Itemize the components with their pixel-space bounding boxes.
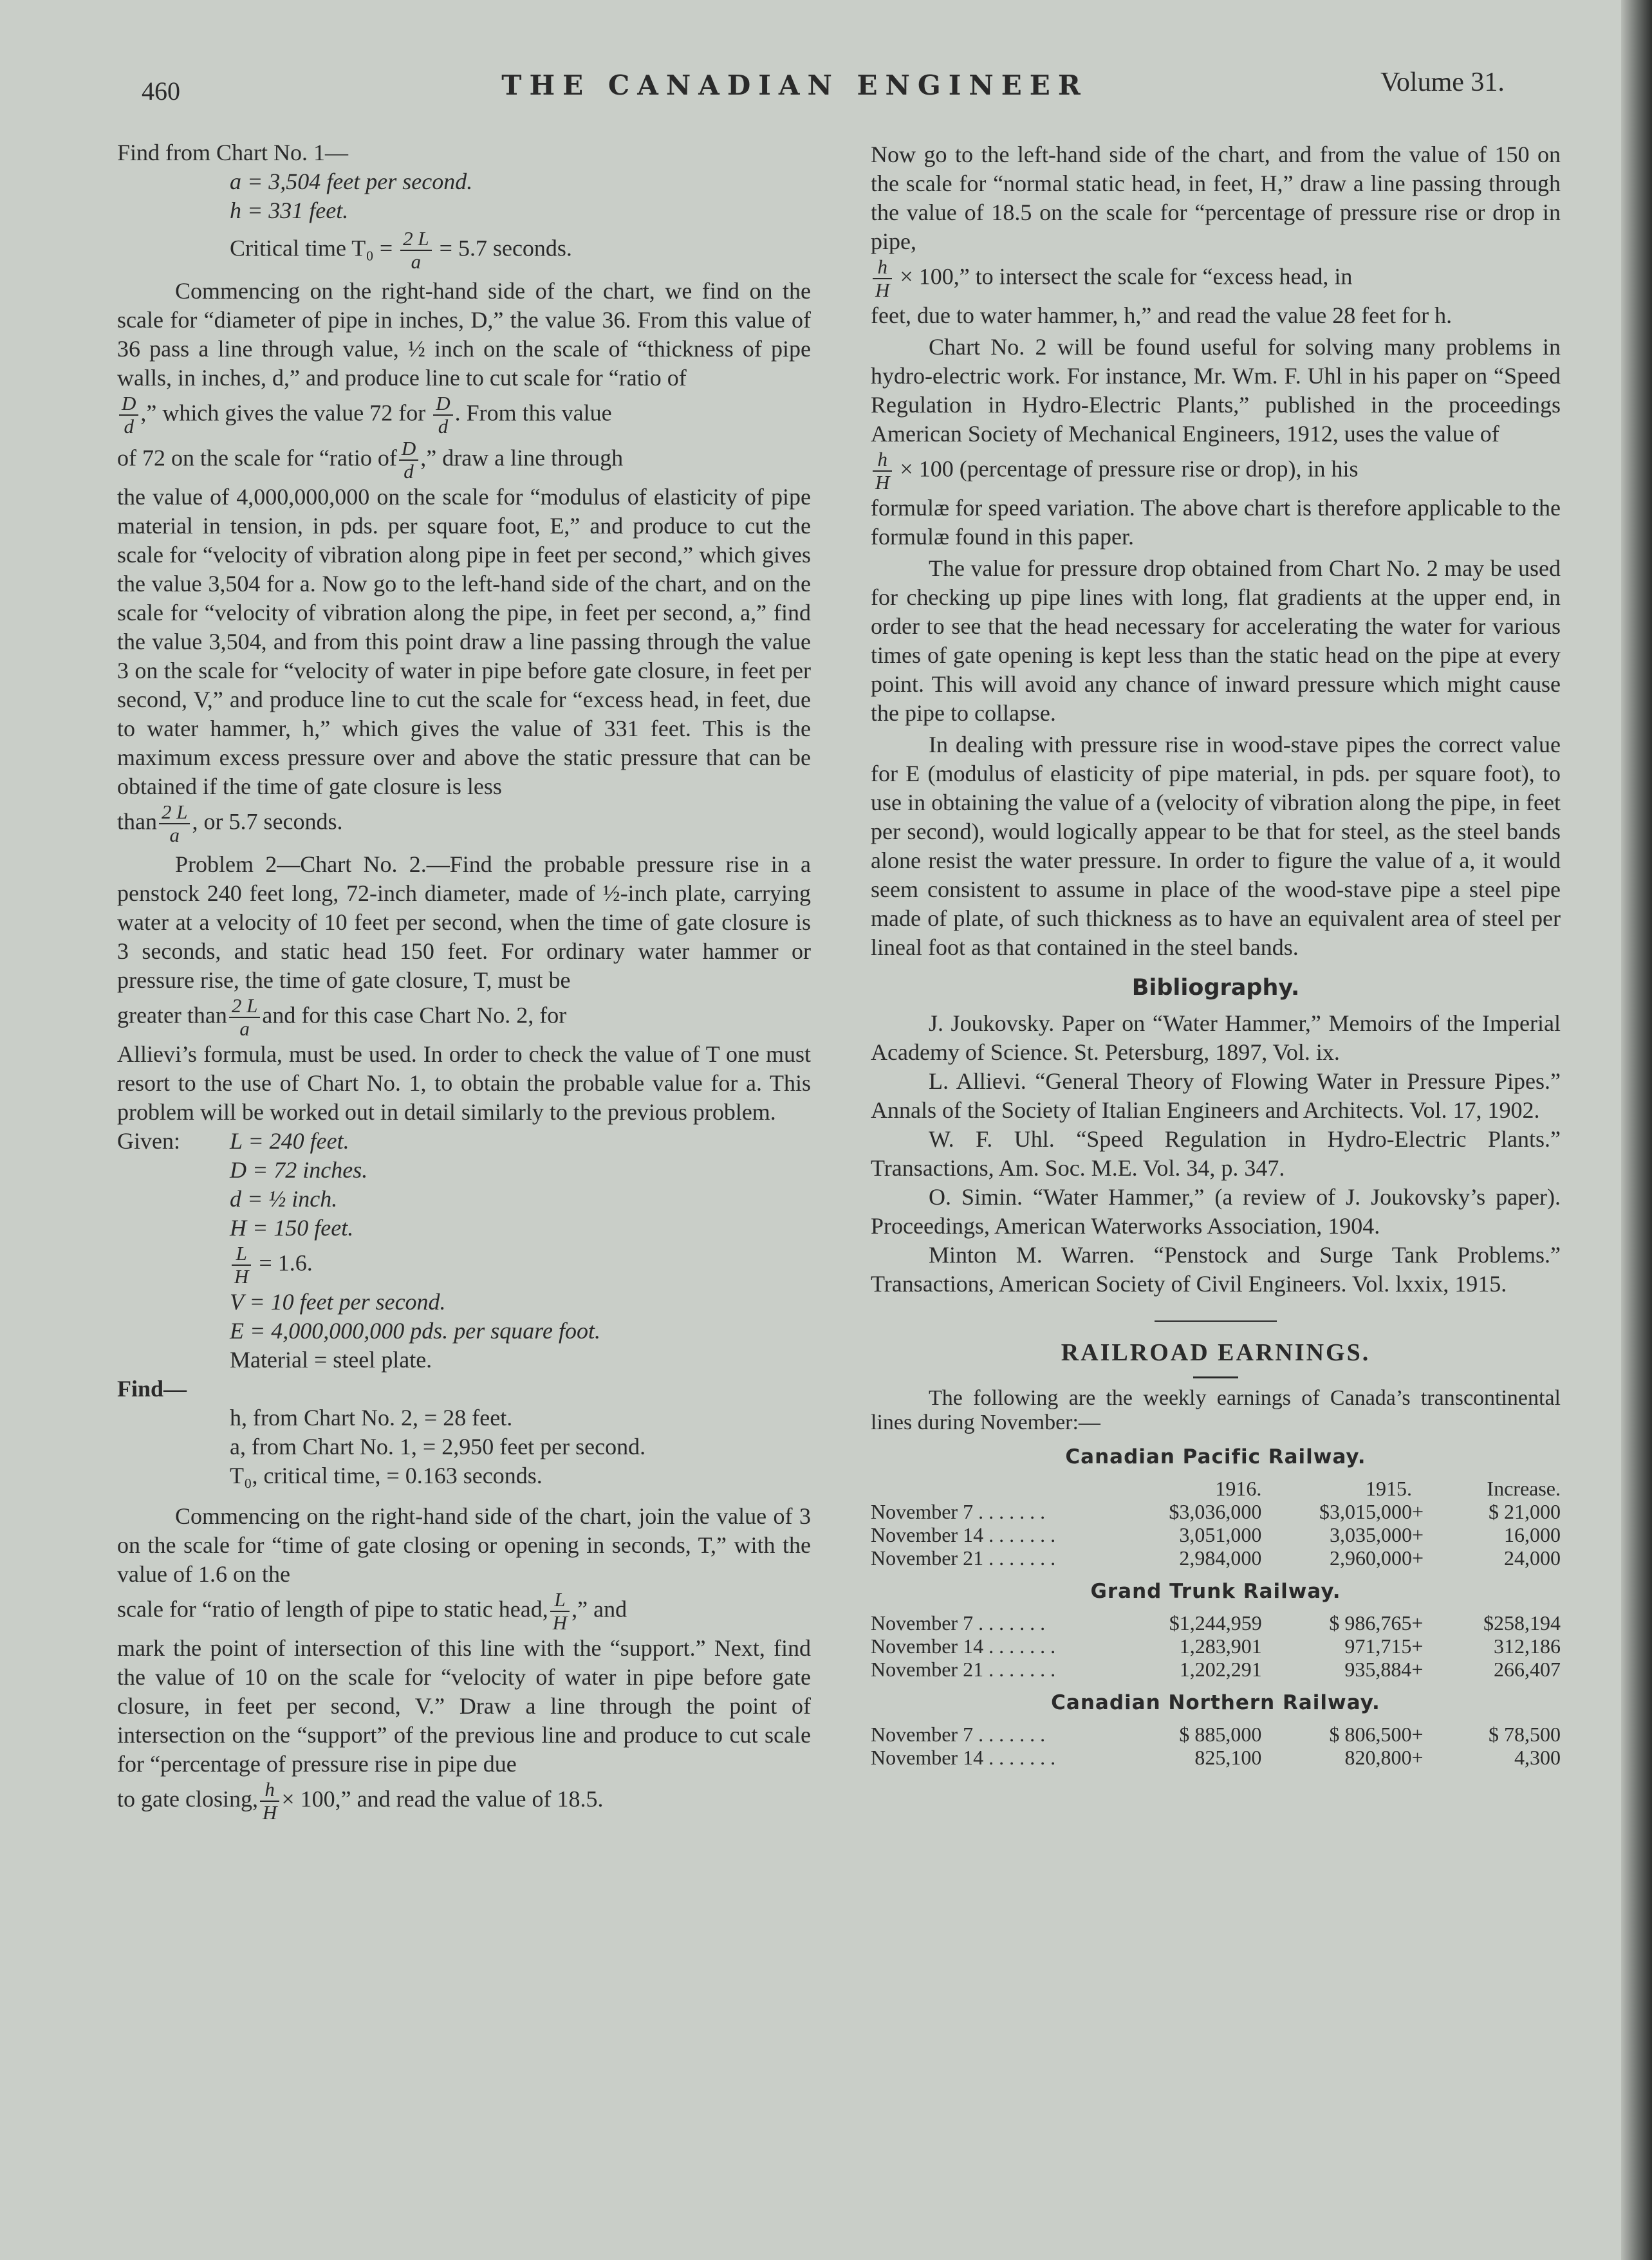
paragraph-3a: Commencing on the right-hand side of the chart, join the value of 3 on the scale for “time of gate closing or opening in seconds, T,” with the value of 1.6 on the [117, 1503, 811, 1587]
right-paragraph-2c: formulæ for speed variation. The above chart is therefore applicable to the formulæ found in this paper. [871, 495, 1561, 550]
p1c-end: ,” draw a line through [420, 445, 624, 471]
p3d-start: to gate closing, [117, 1786, 258, 1812]
fraction-d-over-d-2 [433, 393, 452, 438]
frac-num: 2 L [229, 995, 261, 1018]
p2b-end: and for this case Chart No. 2, for [262, 1002, 567, 1028]
p1b-end: . From this value [454, 400, 612, 426]
frac-den: a [411, 250, 422, 273]
table-row [871, 1658, 1561, 1681]
row-sign: + [1411, 1658, 1424, 1681]
find1-title: Find from Chart No. 1— [117, 140, 348, 165]
paragraph-2b [117, 995, 811, 1040]
row-1916: $ 885,000 [1179, 1723, 1262, 1746]
fraction-l-over-h-2 [550, 1589, 570, 1634]
fraction-d-over-d [119, 393, 138, 438]
row-sign: + [1411, 1546, 1424, 1570]
given-block [117, 1127, 811, 1375]
given-item: D = 72 inches. [230, 1157, 368, 1183]
paragraph-2a: Problem 2—Chart No. 2.—Find the probable pressure rise in a penstock 240 feet long, 72-inch diameter, made of ½-inch plate, carrying water at a velocity of 10 feet per second, when the time of gate closure is 3 seconds, and static head 150 feet. For ordinary water hammer or pressure rise, the time of gate closure, T, must be [117, 851, 811, 993]
row-1915: 971,715 [1344, 1635, 1412, 1658]
bibliography-entry: O. Simin. “Water Hammer,” (a review of J. Joukovsky’s paper). Proceedings, American Waterworks Association, 1904. [871, 1184, 1561, 1239]
table-row [871, 1746, 1561, 1769]
p3d-end: × 100,” and read the value of 18.5. [281, 1786, 604, 1812]
company-title: Grand Trunk Railway. [1090, 1580, 1341, 1603]
find1-h: h = 331 feet. [230, 198, 349, 223]
company-title: Canadian Northern Railway. [1051, 1691, 1380, 1714]
find2-item: h, from Chart No. 2, = 28 feet. [230, 1405, 513, 1431]
company-title: Canadian Pacific Railway. [1065, 1445, 1366, 1468]
given-item: d = ½ inch. [230, 1186, 338, 1212]
given-list [230, 1127, 600, 1375]
earnings-table-cpr [871, 1477, 1561, 1570]
frac-num: D [119, 393, 138, 416]
frac-num: 2 L [400, 228, 432, 251]
header-1916: 1916. [1215, 1477, 1262, 1500]
frac-den: H [234, 1265, 249, 1288]
right-paragraph-2b [871, 449, 1561, 494]
row-increase: 24,000 [1504, 1546, 1561, 1570]
fraction-2l-over-a-2 [159, 801, 190, 846]
paragraph-3d [117, 1779, 811, 1824]
title-underline [1193, 1376, 1238, 1378]
row-month: November 7 . . . . . . . [871, 1500, 1046, 1523]
left-column [117, 138, 811, 1824]
find2-title: Find— [117, 1376, 187, 1402]
frac-num: L [550, 1589, 570, 1612]
find1-a: a = 3,504 feet per second. [230, 169, 473, 194]
page-header [0, 64, 1590, 109]
frac-num: h [260, 1779, 279, 1802]
p3b-end: ,” and [571, 1596, 627, 1622]
row-month: November 14 . . . . . . . [871, 1635, 1056, 1658]
row-month: November 7 . . . . . . . [871, 1723, 1046, 1746]
row-1916: 825,100 [1194, 1746, 1262, 1769]
given-ratio-value: = 1.6. [259, 1250, 313, 1276]
earnings-table-gtr [871, 1611, 1561, 1681]
frac-num: D [433, 393, 452, 416]
journal-title: THE CANADIAN ENGINEER [501, 69, 1088, 101]
paragraph-3b [117, 1589, 811, 1634]
row-sign: + [1411, 1635, 1424, 1658]
row-1916: 1,283,901 [1179, 1635, 1262, 1658]
table-header-row [871, 1477, 1561, 1500]
table-row [871, 1500, 1561, 1523]
p1e-end: , or 5.7 seconds. [192, 808, 343, 835]
frac-num: h [873, 449, 892, 472]
fraction-h-over-h [260, 1779, 279, 1824]
book-spine-shadow [1621, 0, 1652, 2260]
given-label: Given: [117, 1128, 180, 1154]
p2b-start: greater than [117, 1002, 227, 1028]
row-month: November 14 . . . . . . . [871, 1746, 1056, 1769]
earnings-table-cnr [871, 1723, 1561, 1769]
row-increase: $ 78,500 [1489, 1723, 1561, 1746]
row-increase: $258,194 [1483, 1611, 1561, 1635]
frac-num: D [399, 438, 418, 461]
frac-den: d [124, 415, 134, 438]
table-row [871, 1546, 1561, 1570]
given-item: H = 150 feet. [230, 1215, 354, 1241]
p1c-start: of 72 on the scale for “ratio of [117, 445, 397, 471]
critical-time [117, 228, 811, 273]
fraction-h-over-h-2 [873, 256, 892, 301]
row-increase: $ 21,000 [1489, 1500, 1561, 1523]
p3b-start: scale for “ratio of length of pipe to static head, [117, 1596, 548, 1622]
bibliography-entry: W. F. Uhl. “Speed Regulation in Hydro-Electric Plants.” Transactions, Am. Soc. M.E. Vol. 34, p. 347. [871, 1126, 1561, 1181]
paragraph-1b [117, 393, 811, 438]
header-increase: Increase. [1487, 1477, 1561, 1500]
paragraph-3c: mark the point of intersection of this line with the “support.” Next, find the value of 10 on the scale for “velocity of water in pipe before gate closure, in feet per second, V.” Draw a line through the point of intersection on the “support” of the previous line and produce to cut scale for “percentage of pressure rise in pipe due [117, 1635, 811, 1777]
bibliography-entry: L. Allievi. “General Theory of Flowing Water in Pressure Pipes.” Annals of the Society of Italian Engineers and Architects. Vol. 17, 1902. [871, 1068, 1561, 1123]
given-item: Material = steel plate. [230, 1347, 432, 1373]
frac-den: H [875, 279, 890, 301]
row-month: November 21 . . . . . . . [871, 1658, 1056, 1681]
row-month: November 7 . . . . . . . [871, 1611, 1046, 1635]
row-increase: 312,186 [1494, 1635, 1561, 1658]
r2b-end: × 100 (percentage of pressure rise or drop), in his [900, 456, 1359, 482]
right-paragraph-1b [871, 256, 1561, 301]
fraction-h-over-h-3 [873, 449, 892, 494]
row-increase: 4,300 [1514, 1746, 1561, 1769]
row-1915: 820,800 [1344, 1746, 1412, 1769]
table-row [871, 1611, 1561, 1635]
frac-den: a [239, 1017, 250, 1040]
row-sign: + [1411, 1500, 1424, 1523]
frac-den: H [875, 471, 890, 494]
row-1916: $1,244,959 [1169, 1611, 1262, 1635]
frac-den: H [552, 1611, 568, 1634]
fraction-l-over-h [232, 1243, 251, 1288]
table-row [871, 1635, 1561, 1658]
section-divider [1155, 1320, 1277, 1322]
row-1916: 2,984,000 [1179, 1546, 1262, 1570]
row-sign: + [1411, 1746, 1424, 1769]
page-number: 460 [142, 77, 180, 106]
bibliography-entry: Minton M. Warren. “Penstock and Surge Tank Problems.” Transactions, American Society of Civil Engineers. Vol. lxxix, 1915. [871, 1242, 1561, 1297]
row-sign: + [1411, 1723, 1424, 1746]
right-paragraph-1a: Now go to the left-hand side of the chart, and from the value of 150 on the scale for “normal static head, in feet, H,” draw a line passing through the value of 18.5 on the scale for “percentage of pressure rise or drop in pipe, [871, 142, 1561, 254]
paragraph-1d: the value of 4,000,000,000 on the scale for “modulus of elasticity of pipe material in tension, in pds. per square foot, E,” and produce to cut the scale for “velocity of vibration along pipe in feet per second,” which gives the value 3,504 for a. Now go to the left-hand side of the chart, and on the scale for “velocity of vibration along the pipe, in feet per second, a,” find the value 3,504, and from this point draw a line passing through the value 3 on the scale for “velocity of water in pipe before gate closure, in feet per second, V,” and produce line to cut the scale for “excess head, in feet, due to water hammer, h,” which gives the value of 331 feet. This is the maximum excess pressure over and above the static pressure that can be obtained if the time of gate closure is less [117, 484, 811, 799]
paragraph-1a: Commencing on the right-hand side of the chart, we find on the scale for “diameter of pipe in inches, D,” the value 36. From this value of 36 pass a line through value, ½ inch on the scale of “thickness of pipe walls, in inches, d,” and produce line to cut scale for “ratio of [117, 278, 811, 391]
row-1916: $3,036,000 [1169, 1500, 1262, 1523]
row-month: November 14 . . . . . . . [871, 1523, 1056, 1546]
table-row [871, 1523, 1561, 1546]
row-increase: 266,407 [1494, 1658, 1561, 1681]
given-item: L = 240 feet. [230, 1128, 349, 1154]
frac-den: d [404, 460, 414, 483]
given-ratio [230, 1243, 600, 1288]
row-1915: $ 806,500 [1329, 1723, 1412, 1746]
frac-num: 2 L [159, 801, 190, 824]
p1b-mid: ,” which gives the value 72 for [140, 400, 426, 426]
paragraph-1e [117, 801, 811, 846]
paragraph-2c: Allievi’s formula, must be used. In order to check the value of T one must resort to the use of Chart No. 1, to obtain the probable value for a. This problem will be worked out in detail similarly to the previous problem. [117, 1041, 811, 1125]
bibliography-title: Bibliography. [1131, 975, 1300, 1001]
given-item: V = 10 feet per second. [230, 1289, 446, 1315]
critical-time-prefix: Critical time T₀ = [230, 235, 393, 261]
row-increase: 16,000 [1504, 1523, 1561, 1546]
row-1915: 3,035,000 [1329, 1523, 1412, 1546]
find2-item: T₀, critical time, = 0.163 seconds. [230, 1463, 543, 1488]
fraction-2l-over-a-3 [229, 995, 261, 1040]
row-1915: 2,960,000 [1329, 1546, 1412, 1570]
row-sign: + [1411, 1611, 1424, 1635]
row-sign: + [1411, 1523, 1424, 1546]
right-paragraph-3: The value for pressure drop obtained from Chart No. 2 may be used for checking up pipe lines with long, flat gradients at the upper end, in order to see that the head necessary for accelerating the water for various times of gate opening is kept less than the static head on the pipe at every point. This will avoid any chance of inward pressure which might cause the pipe to collapse. [871, 555, 1561, 726]
p1e-start: than [117, 808, 157, 835]
right-paragraph-4: In dealing with pressure rise in wood-stave pipes the correct value for E (modulus of elasticity of pipe material, in pds. per square foot), to use in obtaining the value of a (velocity of vibration along the pipe, in feet per second), would logically appear to be that for steel, as the steel bands alone resist the water pressure. In order to figure the value of a, it would seem consistent to assume in place of the wood-stave pipe a steel pipe made of plate, of such thickness as to have an equivalent area of steel per lineal foot as that contained in the steel bands. [871, 732, 1561, 960]
frac-den: d [438, 415, 449, 438]
paragraph-1c [117, 438, 811, 483]
row-1916: 3,051,000 [1179, 1523, 1262, 1546]
header-blank [1412, 1477, 1424, 1500]
header-blank [871, 1477, 1111, 1500]
row-1915: $3,015,000 [1319, 1500, 1412, 1523]
volume-label: Volume 31. [1380, 68, 1505, 97]
fraction-2l-over-a [400, 228, 432, 273]
row-month: November 21 . . . . . . . [871, 1546, 1056, 1570]
row-1915: 935,884 [1344, 1658, 1412, 1681]
header-1915: 1915. [1365, 1477, 1412, 1500]
given-item: E = 4,000,000,000 pds. per square foot. [230, 1318, 600, 1344]
critical-time-suffix: = 5.7 seconds. [439, 235, 572, 261]
right-paragraph-2a: Chart No. 2 will be found useful for solving many problems in hydro-electric work. For instance, Mr. Wm. F. Uhl in his paper on “Speed Regulation in Hydro-Electric Plants,” published in the proceedings American Society of Mechanical Engineers, 1912, uses the value of [871, 334, 1561, 447]
frac-num: h [873, 256, 892, 279]
frac-den: H [262, 1801, 277, 1824]
find2-item: a, from Chart No. 1, = 2,950 feet per second. [230, 1434, 646, 1459]
right-column [871, 140, 1561, 1769]
frac-den: a [169, 824, 180, 846]
frac-num: L [232, 1243, 251, 1266]
right-paragraph-1c: feet, due to water hammer, h,” and read the value 28 feet for h. [871, 302, 1452, 328]
r1b-end: × 100,” to intersect the scale for “excess head, in [900, 263, 1353, 290]
railroad-earnings-lead: The following are the weekly earnings of Canada’s transcontinental lines during November:— [871, 1386, 1561, 1434]
row-1916: 1,202,291 [1179, 1658, 1262, 1681]
table-row [871, 1723, 1561, 1746]
fraction-d-over-d-3 [399, 438, 418, 483]
railroad-earnings-title: RAILROAD EARNINGS. [1061, 1339, 1371, 1366]
row-1915: $ 986,765 [1329, 1611, 1412, 1635]
bibliography-entry: J. Joukovsky. Paper on “Water Hammer,” Memoirs of the Imperial Academy of Science. St. Petersburg, 1897, Vol. ix. [871, 1010, 1561, 1065]
